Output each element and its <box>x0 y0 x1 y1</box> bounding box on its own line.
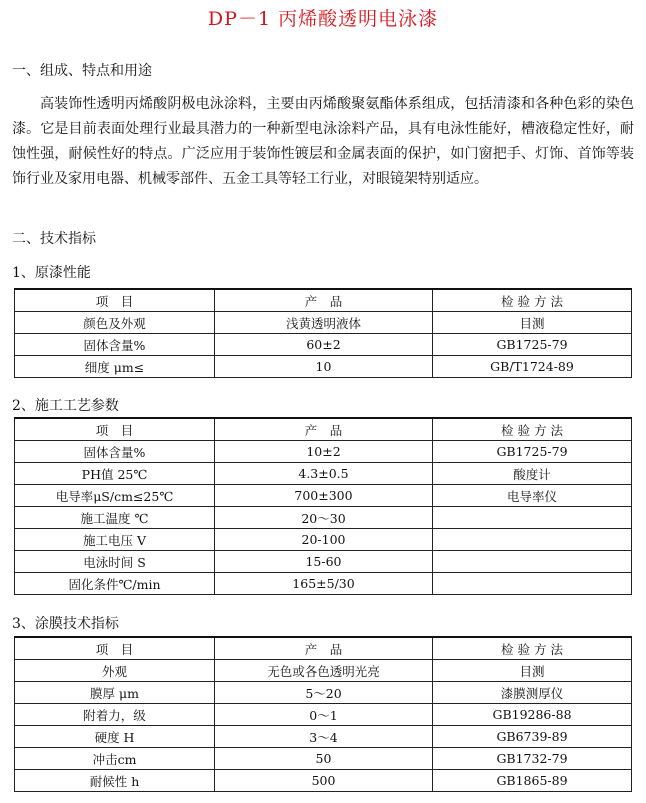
table-cell: 0～1 <box>215 704 433 726</box>
table-cell: 15-60 <box>215 551 433 573</box>
table-cell: GB1732-79 <box>433 748 632 770</box>
column-header: 检 验 方 法 <box>433 418 632 441</box>
table-header-row <box>15 289 632 312</box>
column-header: 项 目 <box>15 637 215 660</box>
table-cell: 耐候性 h <box>15 770 215 792</box>
table-cell: 膜厚 μm <box>15 682 215 704</box>
table-row <box>15 463 632 485</box>
process-params-table <box>14 417 632 595</box>
column-header: 项 目 <box>15 418 215 441</box>
column-header: 产 品 <box>215 418 433 441</box>
table-cell: 10 <box>215 356 433 378</box>
table-cell: 施工电压 V <box>15 529 215 551</box>
description-paragraph: 高装饰性透明丙烯酸阴极电泳涂料，主要由丙烯酸聚氨酯体系组成，包括清漆和各种色彩的染色漆。它是目前表面处理行业最具潜力的一种新型电泳涂料产品，具有电泳性能好，槽液稳定性好，耐蚀性强，耐候性好的特点。广泛应用于装饰性镀层和金属表面的保护，如门窗把手、灯饰、首饰等装饰行业及家用电器、机械零部件、五金工具等轻工行业，对眼镜架特别适应。 <box>12 96 634 187</box>
table-cell: 固体含量% <box>15 441 215 463</box>
table-row <box>15 704 632 726</box>
document-title: DP－1 丙烯酸透明电泳漆 <box>207 8 439 30</box>
column-header: 产 品 <box>215 289 433 312</box>
table-cell <box>433 529 632 551</box>
column-header: 项 目 <box>15 289 215 312</box>
table-row <box>15 529 632 551</box>
table-row <box>15 507 632 529</box>
table-cell: 500 <box>215 770 433 792</box>
table-row <box>15 748 632 770</box>
table-row <box>15 660 632 682</box>
table-cell: 无色或各色透明光亮 <box>215 660 433 682</box>
table-cell: 165±5/30 <box>215 573 433 595</box>
table-cell: GB1865-89 <box>433 770 632 792</box>
table-row <box>15 770 632 792</box>
table-cell: 10±2 <box>215 441 433 463</box>
table-row <box>15 551 632 573</box>
table-cell: 目测 <box>433 660 632 682</box>
table-cell <box>433 507 632 529</box>
table-cell: 附着力，级 <box>15 704 215 726</box>
table-row <box>15 682 632 704</box>
table-row <box>15 485 632 507</box>
table-cell: 电导率μS/cm≤25℃ <box>15 485 215 507</box>
raw-paint-table <box>14 288 632 378</box>
table-heading-process-params: 2、施工工艺参数 <box>12 398 119 414</box>
table-row <box>15 441 632 463</box>
table-row <box>15 312 632 334</box>
table-row <box>15 573 632 595</box>
table-cell: 700±300 <box>215 485 433 507</box>
table-cell: 20-100 <box>215 529 433 551</box>
table-row <box>15 726 632 748</box>
table-header-row <box>15 418 632 441</box>
table-cell: 漆膜测厚仪 <box>433 682 632 704</box>
table-cell: 冲击cm <box>15 748 215 770</box>
table-cell: 固体含量% <box>15 334 215 356</box>
table-cell: 外观 <box>15 660 215 682</box>
table-header-row <box>15 637 632 660</box>
table-cell: 4.3±0.5 <box>215 463 433 485</box>
column-header: 产 品 <box>215 637 433 660</box>
table-row <box>15 356 632 378</box>
table-row <box>15 334 632 356</box>
column-header: 检 验 方 法 <box>433 289 632 312</box>
table-cell: 电泳时间 S <box>15 551 215 573</box>
table-cell: 浅黄透明液体 <box>215 312 433 334</box>
section-heading-specs: 二、技术指标 <box>12 231 96 247</box>
film-specs-table <box>14 636 632 792</box>
table-cell: 5～20 <box>215 682 433 704</box>
table-cell: 施工温度 ℃ <box>15 507 215 529</box>
table-cell: GB1725-79 <box>433 441 632 463</box>
table-cell <box>433 573 632 595</box>
table-cell: GB6739-89 <box>433 726 632 748</box>
table-cell: 60±2 <box>215 334 433 356</box>
table-cell: GB1725-79 <box>433 334 632 356</box>
table-cell: 50 <box>215 748 433 770</box>
table-cell: PH值 25℃ <box>15 463 215 485</box>
column-header: 检 验 方 法 <box>433 637 632 660</box>
table-heading-raw-paint: 1、原漆性能 <box>12 265 91 281</box>
table-cell: 3～4 <box>215 726 433 748</box>
table-cell: 目测 <box>433 312 632 334</box>
table-cell: 细度 μm≤ <box>15 356 215 378</box>
table-cell: GB/T1724-89 <box>433 356 632 378</box>
table-cell: 颜色及外观 <box>15 312 215 334</box>
table-heading-film-specs: 3、涂膜技术指标 <box>12 616 119 632</box>
table-cell <box>433 551 632 573</box>
table-cell: 20～30 <box>215 507 433 529</box>
table-cell: 固化条件℃/min <box>15 573 215 595</box>
table-cell: GB19286-88 <box>433 704 632 726</box>
table-cell: 硬度 H <box>15 726 215 748</box>
table-cell: 电导率仪 <box>433 485 632 507</box>
section-heading-composition: 一、组成、特点和用途 <box>12 63 152 79</box>
table-cell: 酸度计 <box>433 463 632 485</box>
